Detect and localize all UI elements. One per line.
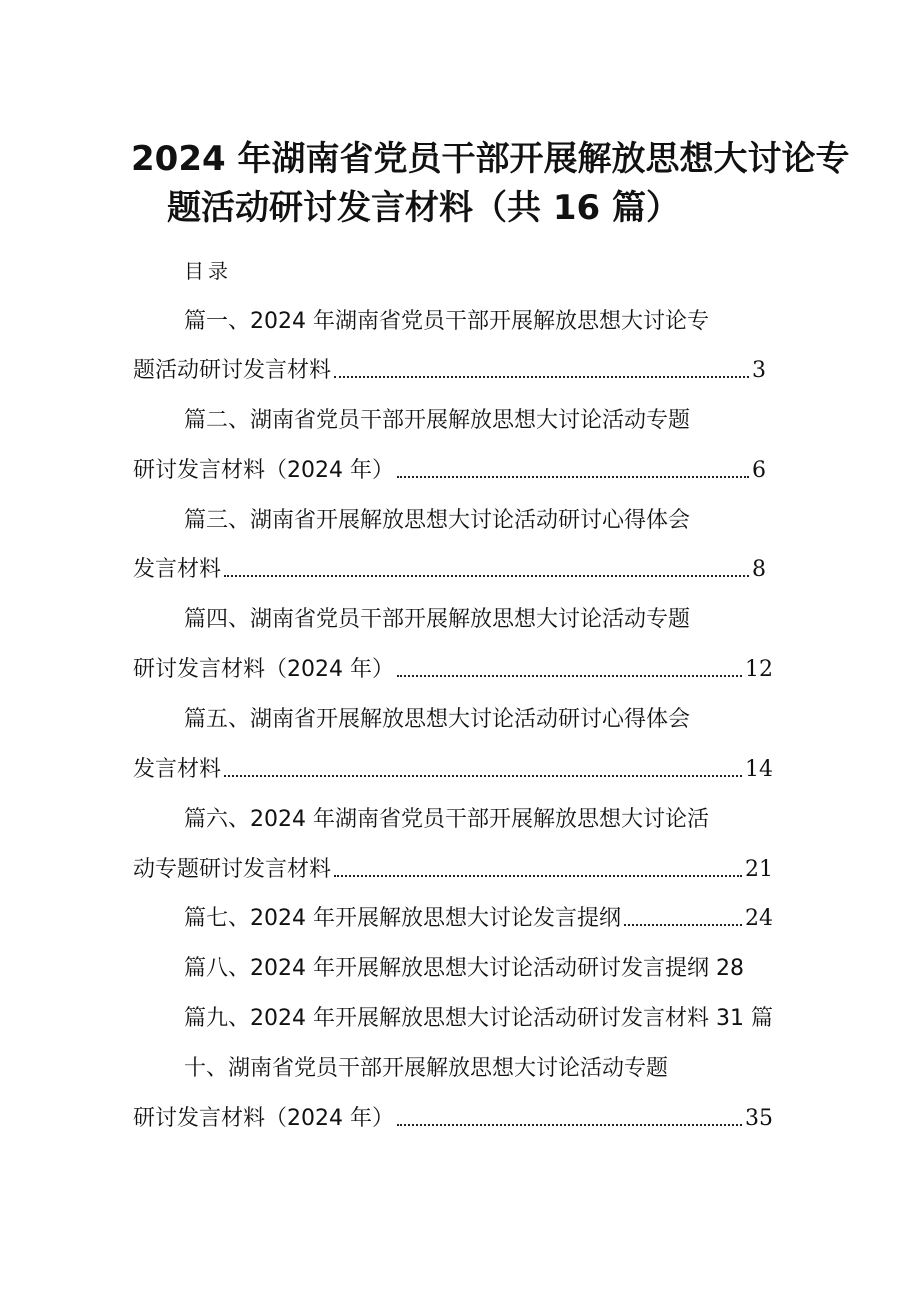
toc-entry-1-text: 题活动研讨发言材料 <box>133 358 332 383</box>
dot-leader <box>397 476 749 478</box>
dot-leader <box>397 675 742 677</box>
toc-entry-3-line-1[interactable]: 篇三、湖南省开展解放思想大讨论活动研讨心得体会 <box>184 508 691 533</box>
toc-entry-6-page: 21 <box>745 857 773 882</box>
dot-leader <box>624 924 742 926</box>
toc-entry-5-page: 14 <box>745 757 773 782</box>
toc-entry-3-line-2[interactable] <box>133 555 766 585</box>
toc-entry-4-line-2[interactable] <box>133 655 773 685</box>
toc-entry-6-text: 动专题研讨发言材料 <box>133 857 332 882</box>
toc-entry-1-line-1[interactable]: 篇一、2024 年湖南省党员干部开展解放思想大讨论专 <box>184 309 709 334</box>
toc-entry-5-line-1[interactable]: 篇五、湖南省开展解放思想大讨论活动研讨心得体会 <box>184 707 691 732</box>
dot-leader <box>224 575 749 577</box>
toc-entry-1-page: 3 <box>752 358 766 383</box>
dot-leader <box>397 1124 742 1126</box>
toc-entry-10-line-1[interactable]: 十、湖南省党员干部开展解放思想大讨论活动专题 <box>184 1056 669 1081</box>
toc-entry-3-text: 发言材料 <box>133 557 222 582</box>
toc-entry-4-text: 研讨发言材料（2024 年） <box>133 657 394 682</box>
toc-heading: 目录 <box>184 259 232 283</box>
dot-leader <box>334 376 749 378</box>
toc-entry-5-text: 发言材料 <box>133 757 222 782</box>
toc-entry-6-line-2[interactable] <box>133 855 773 885</box>
toc-entry-2-text: 研讨发言材料（2024 年） <box>133 458 394 483</box>
toc-entry-10-page: 35 <box>745 1106 773 1131</box>
toc-entry-2-line-2[interactable] <box>133 456 766 486</box>
document-title-line-2: 题活动研讨发言材料（共 16 篇） <box>167 188 680 228</box>
toc-entry-7-text: 篇七、2024 年开展解放思想大讨论发言提纲 <box>184 906 621 931</box>
document-title-line-1: 2024 年湖南省党员干部开展解放思想大讨论专 <box>131 139 850 179</box>
toc-entry-4-line-1[interactable]: 篇四、湖南省党员干部开展解放思想大讨论活动专题 <box>184 607 691 632</box>
dot-leader <box>224 775 742 777</box>
toc-entry-2-line-1[interactable]: 篇二、湖南省党员干部开展解放思想大讨论活动专题 <box>184 408 691 433</box>
toc-entry-5-line-2[interactable] <box>133 755 773 785</box>
toc-entry-7[interactable] <box>184 904 773 934</box>
toc-entry-8[interactable]: 篇八、2024 年开展解放思想大讨论活动研讨发言提纲 28 <box>184 956 744 981</box>
toc-entry-7-page: 24 <box>745 906 773 931</box>
toc-entry-10-text: 研讨发言材料（2024 年） <box>133 1106 394 1131</box>
dot-leader <box>334 875 742 877</box>
toc-entry-9[interactable]: 篇九、2024 年开展解放思想大讨论活动研讨发言材料 31 篇 <box>184 1006 773 1031</box>
toc-entry-1-line-2[interactable] <box>133 356 766 386</box>
toc-entry-6-line-1[interactable]: 篇六、2024 年湖南省党员干部开展解放思想大讨论活 <box>184 807 709 832</box>
toc-entry-10-line-2[interactable] <box>133 1104 773 1134</box>
toc-entry-3-page: 8 <box>752 557 766 582</box>
toc-entry-2-page: 6 <box>752 458 766 483</box>
toc-entry-4-page: 12 <box>745 657 773 682</box>
